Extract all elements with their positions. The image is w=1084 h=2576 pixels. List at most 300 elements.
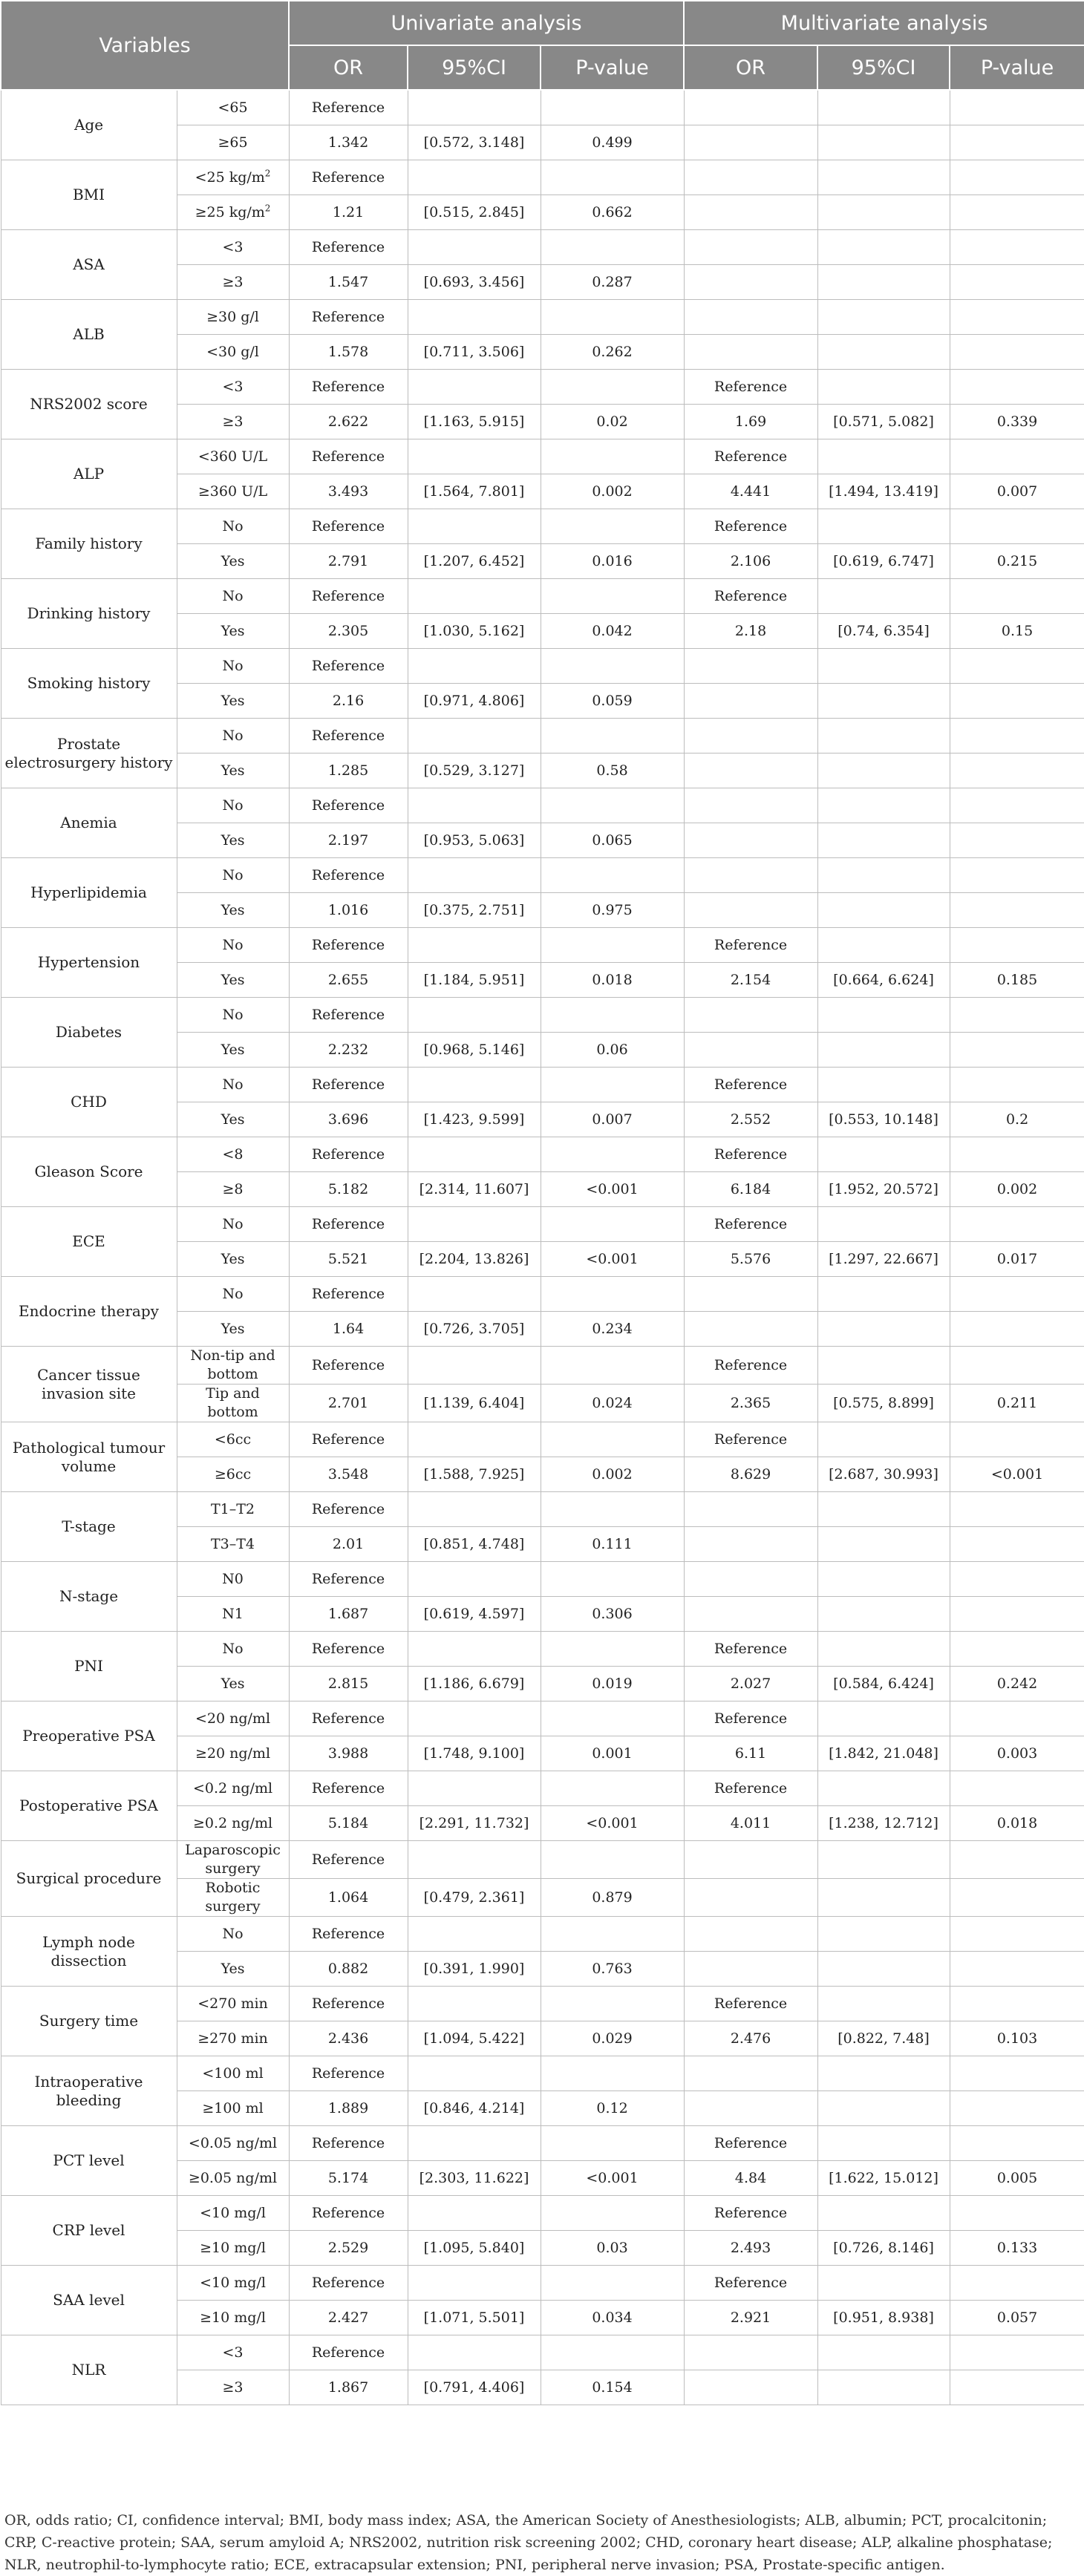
univariate-pvalue-cell <box>541 1207 684 1242</box>
univariate-pvalue-cell <box>541 1701 684 1736</box>
univariate-pvalue-cell: 0.016 <box>541 544 684 579</box>
univariate-ci-cell <box>408 439 541 474</box>
univariate-ci-cell: [1.094, 5.422] <box>408 2021 541 2056</box>
univariate-or-cell: 0.882 <box>289 1952 408 1987</box>
univariate-pvalue-cell <box>541 2196 684 2231</box>
multivariate-ci-cell: [0.575, 8.899] <box>817 1385 950 1422</box>
multivariate-ci-cell <box>817 1492 950 1527</box>
multivariate-ci-cell <box>817 1422 950 1457</box>
univariate-or-cell: 3.493 <box>289 474 408 509</box>
multivariate-or-cell: 2.476 <box>684 2021 817 2056</box>
multivariate-ci-cell: [0.584, 6.424] <box>817 1667 950 1701</box>
univariate-ci-cell <box>408 230 541 265</box>
multivariate-or-cell <box>684 1492 817 1527</box>
univariate-ci-cell <box>408 1422 541 1457</box>
multivariate-or-cell: Reference <box>684 1068 817 1102</box>
level-cell: ≥270 min <box>177 2021 289 2056</box>
univariate-pvalue-cell: <0.001 <box>541 2161 684 2196</box>
multivariate-or-cell <box>684 90 817 125</box>
variable-cell: PNI <box>1 1632 177 1701</box>
variable-cell: SAA level <box>1 2266 177 2335</box>
multivariate-or-cell: Reference <box>684 1632 817 1667</box>
multivariate-ci-cell: [2.687, 30.993] <box>817 1457 950 1492</box>
univariate-pvalue-cell <box>541 719 684 753</box>
univariate-or-cell: Reference <box>289 1207 408 1242</box>
multivariate-or-cell: Reference <box>684 1422 817 1457</box>
level-cell: Yes <box>177 1242 289 1277</box>
multivariate-pvalue-cell <box>950 893 1084 928</box>
multivariate-pvalue-cell: 0.211 <box>950 1385 1084 1422</box>
univariate-or-cell: Reference <box>289 2126 408 2161</box>
multivariate-pvalue-cell <box>950 1207 1084 1242</box>
univariate-ci-cell <box>408 1277 541 1312</box>
univariate-ci-cell <box>408 90 541 125</box>
multivariate-or-cell <box>684 893 817 928</box>
univariate-ci-cell: [2.303, 11.622] <box>408 2161 541 2196</box>
level-cell: Non-tip and bottom <box>177 1347 289 1385</box>
variable-cell: Hypertension <box>1 928 177 998</box>
level-cell: ≥3 <box>177 265 289 300</box>
variable-cell: Cancer tissue invasion site <box>1 1347 177 1422</box>
table-header <box>1 1 1084 90</box>
level-cell: No <box>177 719 289 753</box>
univariate-ci-cell: [2.291, 11.732] <box>408 1806 541 1841</box>
univariate-ci-cell: [2.204, 13.826] <box>408 1242 541 1277</box>
table-row <box>1 858 1084 893</box>
multivariate-pvalue-cell <box>950 230 1084 265</box>
univariate-or-cell: Reference <box>289 1841 408 1879</box>
univariate-pvalue-cell: 0.018 <box>541 963 684 998</box>
multivariate-or-cell: 6.11 <box>684 1736 817 1771</box>
level-cell: <360 U/L <box>177 439 289 474</box>
univariate-pvalue-cell <box>541 1987 684 2021</box>
univariate-or-cell: Reference <box>289 928 408 963</box>
level-cell: Laparoscopic surgery <box>177 1841 289 1879</box>
multivariate-pvalue-cell: 0.018 <box>950 1806 1084 1841</box>
univariate-pvalue-cell: 0.007 <box>541 1102 684 1137</box>
multivariate-pvalue-cell: 0.339 <box>950 405 1084 439</box>
header-univariate-ci: 95%CI <box>408 45 541 90</box>
table-row <box>1 1841 1084 1879</box>
multivariate-or-cell <box>684 2370 817 2405</box>
multivariate-ci-cell <box>817 1987 950 2021</box>
multivariate-or-cell <box>684 823 817 858</box>
multivariate-pvalue-cell <box>950 788 1084 823</box>
univariate-or-cell: 5.182 <box>289 1172 408 1207</box>
univariate-pvalue-cell: 0.12 <box>541 2091 684 2126</box>
level-cell: No <box>177 998 289 1033</box>
multivariate-ci-cell <box>817 2335 950 2370</box>
multivariate-or-cell <box>684 753 817 788</box>
table-row <box>1 649 1084 684</box>
univariate-ci-cell: [1.748, 9.100] <box>408 1736 541 1771</box>
variable-cell: ALB <box>1 300 177 370</box>
multivariate-ci-cell <box>817 788 950 823</box>
multivariate-pvalue-cell <box>950 2370 1084 2405</box>
univariate-pvalue-cell <box>541 998 684 1033</box>
multivariate-or-cell: Reference <box>684 2196 817 2231</box>
level-cell: N1 <box>177 1597 289 1632</box>
multivariate-ci-cell <box>817 1562 950 1597</box>
multivariate-or-cell: Reference <box>684 509 817 544</box>
univariate-ci-cell: [1.207, 6.452] <box>408 544 541 579</box>
univariate-or-cell: 3.988 <box>289 1736 408 1771</box>
multivariate-pvalue-cell <box>950 1527 1084 1562</box>
univariate-or-cell: Reference <box>289 1917 408 1952</box>
multivariate-pvalue-cell: 0.002 <box>950 1172 1084 1207</box>
multivariate-pvalue-cell <box>950 1879 1084 1917</box>
table-row <box>1 2126 1084 2161</box>
univariate-or-cell: Reference <box>289 2266 408 2301</box>
univariate-ci-cell: [0.791, 4.406] <box>408 2370 541 2405</box>
univariate-pvalue-cell: 0.03 <box>541 2231 684 2266</box>
level-cell: <65 <box>177 90 289 125</box>
table-row <box>1 1207 1084 1242</box>
multivariate-pvalue-cell: 0.017 <box>950 1242 1084 1277</box>
univariate-pvalue-cell: 0.001 <box>541 1736 684 1771</box>
table-row <box>1 1277 1084 1312</box>
level-cell: No <box>177 579 289 614</box>
level-cell: Yes <box>177 544 289 579</box>
multivariate-pvalue-cell: 0.003 <box>950 1736 1084 1771</box>
multivariate-ci-cell <box>817 2056 950 2091</box>
table-row <box>1 719 1084 753</box>
multivariate-or-cell: 2.18 <box>684 614 817 649</box>
variable-cell: Preoperative PSA <box>1 1701 177 1771</box>
multivariate-ci-cell: [0.619, 6.747] <box>817 544 950 579</box>
univariate-pvalue-cell: 0.154 <box>541 2370 684 2405</box>
level-cell: Yes <box>177 1102 289 1137</box>
multivariate-ci-cell: [0.74, 6.354] <box>817 614 950 649</box>
variable-cell: ECE <box>1 1207 177 1277</box>
variable-cell: Pathological tumour volume <box>1 1422 177 1492</box>
multivariate-ci-cell <box>817 998 950 1033</box>
table-row <box>1 300 1084 335</box>
multivariate-ci-cell <box>817 1841 950 1879</box>
univariate-or-cell: Reference <box>289 1422 408 1457</box>
multivariate-or-cell: 4.441 <box>684 474 817 509</box>
univariate-pvalue-cell <box>541 2266 684 2301</box>
multivariate-ci-cell: [1.238, 12.712] <box>817 1806 950 1841</box>
variable-cell: Diabetes <box>1 998 177 1068</box>
variable-cell: Endocrine therapy <box>1 1277 177 1347</box>
level-cell: No <box>177 788 289 823</box>
univariate-pvalue-cell <box>541 1632 684 1667</box>
univariate-or-cell: Reference <box>289 1137 408 1172</box>
level-cell: ≥3 <box>177 2370 289 2405</box>
univariate-ci-cell: [0.968, 5.146] <box>408 1033 541 1068</box>
multivariate-pvalue-cell <box>950 1562 1084 1597</box>
univariate-or-cell: Reference <box>289 788 408 823</box>
multivariate-or-cell <box>684 1277 817 1312</box>
header-multivariate-pvalue: P-value <box>950 45 1084 90</box>
univariate-or-cell: 2.529 <box>289 2231 408 2266</box>
level-cell: Yes <box>177 963 289 998</box>
univariate-ci-cell <box>408 1137 541 1172</box>
table-row <box>1 230 1084 265</box>
table-row <box>1 2056 1084 2091</box>
variable-cell: Smoking history <box>1 649 177 719</box>
univariate-pvalue-cell: <0.001 <box>541 1242 684 1277</box>
multivariate-or-cell: Reference <box>684 1701 817 1736</box>
multivariate-or-cell: 6.184 <box>684 1172 817 1207</box>
table-row <box>1 160 1084 195</box>
variable-cell: T-stage <box>1 1492 177 1562</box>
multivariate-ci-cell <box>817 509 950 544</box>
multivariate-ci-cell <box>817 1312 950 1347</box>
level-cell: No <box>177 858 289 893</box>
univariate-ci-cell <box>408 858 541 893</box>
multivariate-pvalue-cell <box>950 753 1084 788</box>
multivariate-pvalue-cell: 0.185 <box>950 963 1084 998</box>
variable-cell: N-stage <box>1 1562 177 1632</box>
multivariate-ci-cell <box>817 753 950 788</box>
multivariate-pvalue-cell <box>950 439 1084 474</box>
multivariate-or-cell <box>684 160 817 195</box>
table-row <box>1 1987 1084 2021</box>
multivariate-or-cell <box>684 2056 817 2091</box>
univariate-or-cell: 1.578 <box>289 335 408 370</box>
univariate-ci-cell <box>408 2335 541 2370</box>
level-cell: <10 mg/l <box>177 2266 289 2301</box>
level-cell: T3–T4 <box>177 1527 289 1562</box>
header-multivariate: Multivariate analysis <box>684 1 1084 45</box>
multivariate-or-cell: 2.106 <box>684 544 817 579</box>
level-cell: ≥6cc <box>177 1457 289 1492</box>
univariate-or-cell: Reference <box>289 2196 408 2231</box>
multivariate-ci-cell <box>817 370 950 405</box>
multivariate-or-cell <box>684 1527 817 1562</box>
variable-cell: Drinking history <box>1 579 177 649</box>
table-row <box>1 370 1084 405</box>
multivariate-ci-cell: [1.622, 15.012] <box>817 2161 950 2196</box>
univariate-pvalue-cell: 0.024 <box>541 1385 684 1422</box>
level-cell: No <box>177 1917 289 1952</box>
univariate-or-cell: 2.791 <box>289 544 408 579</box>
univariate-or-cell: 2.197 <box>289 823 408 858</box>
multivariate-or-cell: 4.011 <box>684 1806 817 1841</box>
multivariate-pvalue-cell: 0.103 <box>950 2021 1084 2056</box>
univariate-pvalue-cell <box>541 1422 684 1457</box>
table-row <box>1 2266 1084 2301</box>
multivariate-pvalue-cell: 0.133 <box>950 2231 1084 2266</box>
level-cell: ≥65 <box>177 125 289 160</box>
univariate-ci-cell <box>408 2196 541 2231</box>
multivariate-or-cell <box>684 649 817 684</box>
level-cell: Yes <box>177 893 289 928</box>
level-cell: Yes <box>177 614 289 649</box>
univariate-ci-cell <box>408 300 541 335</box>
univariate-pvalue-cell <box>541 370 684 405</box>
univariate-or-cell: Reference <box>289 2335 408 2370</box>
univariate-or-cell: Reference <box>289 649 408 684</box>
level-cell: <20 ng/ml <box>177 1701 289 1736</box>
header-multivariate-ci: 95%CI <box>817 45 950 90</box>
variable-cell: BMI <box>1 160 177 230</box>
multivariate-or-cell <box>684 265 817 300</box>
level-cell: ≥0.2 ng/ml <box>177 1806 289 1841</box>
univariate-or-cell: 1.889 <box>289 2091 408 2126</box>
multivariate-or-cell: 5.576 <box>684 1242 817 1277</box>
multivariate-ci-cell: [0.664, 6.624] <box>817 963 950 998</box>
univariate-or-cell: 2.305 <box>289 614 408 649</box>
multivariate-ci-cell <box>817 195 950 230</box>
multivariate-pvalue-cell <box>950 579 1084 614</box>
multivariate-pvalue-cell: <0.001 <box>950 1457 1084 1492</box>
univariate-or-cell: 1.016 <box>289 893 408 928</box>
multivariate-or-cell: Reference <box>684 2126 817 2161</box>
univariate-or-cell: Reference <box>289 1562 408 1597</box>
variable-cell: Surgery time <box>1 1987 177 2056</box>
univariate-pvalue-cell: 0.234 <box>541 1312 684 1347</box>
table-row <box>1 1492 1084 1527</box>
multivariate-pvalue-cell <box>950 998 1084 1033</box>
univariate-ci-cell <box>408 998 541 1033</box>
univariate-pvalue-cell <box>541 1137 684 1172</box>
level-cell: <10 mg/l <box>177 2196 289 2231</box>
variable-cell: NLR <box>1 2335 177 2405</box>
multivariate-pvalue-cell <box>950 90 1084 125</box>
multivariate-ci-cell <box>817 858 950 893</box>
multivariate-ci-cell <box>817 684 950 719</box>
multivariate-ci-cell <box>817 2266 950 2301</box>
univariate-or-cell: 2.436 <box>289 2021 408 2056</box>
univariate-pvalue-cell <box>541 858 684 893</box>
multivariate-pvalue-cell <box>950 1492 1084 1527</box>
header-variables: Variables <box>1 1 289 90</box>
multivariate-pvalue-cell <box>950 2196 1084 2231</box>
multivariate-or-cell: Reference <box>684 2266 817 2301</box>
multivariate-or-cell <box>684 1879 817 1917</box>
variable-cell: Prostate electrosurgery history <box>1 719 177 788</box>
univariate-or-cell: 1.687 <box>289 1597 408 1632</box>
univariate-ci-cell <box>408 2126 541 2161</box>
level-cell: <3 <box>177 370 289 405</box>
level-text: ≥25 kg/m <box>195 203 265 220</box>
multivariate-or-cell: 2.493 <box>684 2231 817 2266</box>
univariate-or-cell: Reference <box>289 1987 408 2021</box>
table-row <box>1 1068 1084 1102</box>
univariate-ci-cell <box>408 1492 541 1527</box>
level-cell: ≥100 ml <box>177 2091 289 2126</box>
univariate-or-cell: Reference <box>289 160 408 195</box>
multivariate-ci-cell <box>817 90 950 125</box>
univariate-ci-cell: [1.071, 5.501] <box>408 2301 541 2335</box>
univariate-ci-cell: [0.529, 3.127] <box>408 753 541 788</box>
table-row <box>1 998 1084 1033</box>
multivariate-or-cell <box>684 719 817 753</box>
table-row <box>1 788 1084 823</box>
univariate-or-cell: Reference <box>289 719 408 753</box>
table-row <box>1 579 1084 614</box>
multivariate-or-cell <box>684 1917 817 1952</box>
univariate-ci-cell <box>408 1347 541 1385</box>
univariate-or-cell: 2.232 <box>289 1033 408 1068</box>
multivariate-pvalue-cell <box>950 160 1084 195</box>
multivariate-ci-cell <box>817 1917 950 1952</box>
multivariate-pvalue-cell <box>950 1597 1084 1632</box>
univariate-or-cell: Reference <box>289 1492 408 1527</box>
univariate-or-cell: 1.547 <box>289 265 408 300</box>
univariate-ci-cell <box>408 579 541 614</box>
multivariate-ci-cell: [1.842, 21.048] <box>817 1736 950 1771</box>
multivariate-ci-cell <box>817 2126 950 2161</box>
univariate-ci-cell <box>408 649 541 684</box>
univariate-pvalue-cell: 0.034 <box>541 2301 684 2335</box>
univariate-or-cell: 1.285 <box>289 753 408 788</box>
univariate-ci-cell: [0.953, 5.063] <box>408 823 541 858</box>
univariate-pvalue-cell <box>541 2056 684 2091</box>
univariate-ci-cell: [1.588, 7.925] <box>408 1457 541 1492</box>
multivariate-pvalue-cell <box>950 1312 1084 1347</box>
level-superscript: 2 <box>264 168 271 179</box>
multivariate-pvalue-cell <box>950 1137 1084 1172</box>
multivariate-ci-cell <box>817 1527 950 1562</box>
variable-cell: Family history <box>1 509 177 579</box>
level-cell: T1–T2 <box>177 1492 289 1527</box>
level-cell: No <box>177 509 289 544</box>
level-cell: No <box>177 928 289 963</box>
multivariate-pvalue-cell <box>950 1632 1084 1667</box>
multivariate-ci-cell: [1.952, 20.572] <box>817 1172 950 1207</box>
multivariate-pvalue-cell <box>950 1422 1084 1457</box>
univariate-or-cell: Reference <box>289 370 408 405</box>
multivariate-ci-cell <box>817 2196 950 2231</box>
multivariate-pvalue-cell <box>950 1277 1084 1312</box>
univariate-pvalue-cell <box>541 90 684 125</box>
multivariate-pvalue-cell <box>950 125 1084 160</box>
univariate-ci-cell: [0.572, 3.148] <box>408 125 541 160</box>
univariate-or-cell: Reference <box>289 1632 408 1667</box>
univariate-pvalue-cell: 0.975 <box>541 893 684 928</box>
univariate-or-cell: Reference <box>289 1277 408 1312</box>
univariate-ci-cell <box>408 719 541 753</box>
univariate-pvalue-cell <box>541 1841 684 1879</box>
multivariate-ci-cell <box>817 579 950 614</box>
multivariate-ci-cell <box>817 2091 950 2126</box>
variable-cell: CHD <box>1 1068 177 1137</box>
univariate-ci-cell: [0.693, 3.456] <box>408 265 541 300</box>
univariate-pvalue-cell <box>541 1771 684 1806</box>
table-row <box>1 90 1084 125</box>
univariate-ci-cell <box>408 2056 541 2091</box>
univariate-ci-cell <box>408 1987 541 2021</box>
univariate-or-cell: 1.64 <box>289 1312 408 1347</box>
multivariate-ci-cell <box>817 125 950 160</box>
multivariate-pvalue-cell <box>950 1952 1084 1987</box>
variable-cell: Surgical procedure <box>1 1841 177 1917</box>
multivariate-or-cell: Reference <box>684 1137 817 1172</box>
univariate-or-cell: 2.655 <box>289 963 408 998</box>
univariate-pvalue-cell <box>541 160 684 195</box>
multivariate-ci-cell <box>817 1207 950 1242</box>
level-text: <25 kg/m <box>195 169 265 186</box>
multivariate-pvalue-cell <box>950 649 1084 684</box>
univariate-ci-cell: [0.375, 2.751] <box>408 893 541 928</box>
univariate-pvalue-cell: 0.879 <box>541 1879 684 1917</box>
univariate-pvalue-cell <box>541 2126 684 2161</box>
multivariate-pvalue-cell <box>950 265 1084 300</box>
table-row <box>1 1137 1084 1172</box>
level-cell: <30 g/l <box>177 335 289 370</box>
univariate-ci-cell: [0.515, 2.845] <box>408 195 541 230</box>
univariate-pvalue-cell: 0.763 <box>541 1952 684 1987</box>
multivariate-or-cell: Reference <box>684 579 817 614</box>
univariate-pvalue-cell: 0.019 <box>541 1667 684 1701</box>
multivariate-or-cell: 1.69 <box>684 405 817 439</box>
univariate-ci-cell: [1.030, 5.162] <box>408 614 541 649</box>
header-multivariate-or: OR <box>684 45 817 90</box>
